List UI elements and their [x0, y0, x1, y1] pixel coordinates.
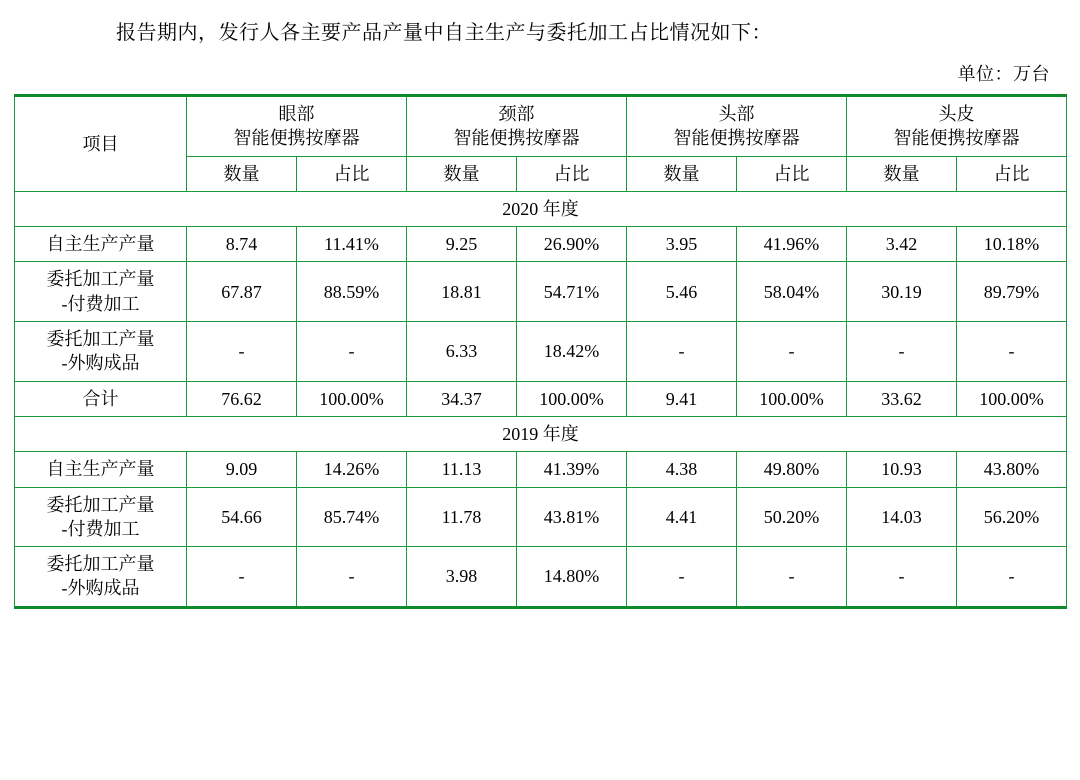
header-sub-eye-qty: 数量	[187, 156, 297, 191]
header-sub-neck-qty: 数量	[407, 156, 517, 191]
header-group-head	[627, 96, 847, 157]
cell-value: -	[187, 547, 297, 608]
intro-paragraph: 报告期内，发行人各主要产品产量中自主生产与委托加工占比情况如下：	[116, 22, 772, 44]
cell-value: -	[187, 322, 297, 382]
header-group-scalp-line1: 头皮	[938, 104, 975, 124]
cell-value: 100.00%	[957, 381, 1067, 416]
header-sub-eye-pct: 占比	[297, 156, 407, 191]
cell-value: 43.81%	[517, 487, 627, 547]
cell-value: 76.62	[187, 381, 297, 416]
header-group-head-line1: 头部	[718, 104, 755, 124]
cell-value: 43.80%	[957, 452, 1067, 487]
cell-value: 33.62	[847, 381, 957, 416]
cell-value: 3.98	[407, 547, 517, 608]
cell-value: -	[627, 547, 737, 608]
row-label-line2: -付费加工	[61, 293, 140, 314]
header-group-neck-line1: 颈部	[498, 104, 535, 124]
cell-value: 9.41	[627, 381, 737, 416]
cell-value: 9.25	[407, 227, 517, 262]
header-sub-scalp-pct: 占比	[957, 156, 1067, 191]
cell-value: 14.26%	[297, 452, 407, 487]
cell-value: -	[847, 322, 957, 382]
row-label-line2: -外购成品	[61, 353, 140, 374]
header-group-eye-line2: 智能便携按摩器	[233, 128, 360, 149]
cell-value: -	[627, 322, 737, 382]
cell-value: 85.74%	[297, 487, 407, 547]
cell-value: 41.96%	[737, 227, 847, 262]
row-label	[15, 262, 187, 322]
row-label-line1: 委托加工产量	[46, 329, 155, 350]
section-year-row	[15, 416, 1067, 451]
header-sub-scalp-qty: 数量	[847, 156, 957, 191]
cell-value: -	[737, 547, 847, 608]
cell-value: -	[957, 547, 1067, 608]
cell-value: 3.95	[627, 227, 737, 262]
cell-value: 14.80%	[517, 547, 627, 608]
cell-value: 6.33	[407, 322, 517, 382]
header-group-eye-line1: 眼部	[278, 104, 315, 124]
cell-value: 4.41	[627, 487, 737, 547]
cell-value: 34.37	[407, 381, 517, 416]
header-group-neck	[407, 96, 627, 157]
production-table	[14, 94, 1067, 609]
cell-value: 89.79%	[957, 262, 1067, 322]
table-row	[15, 262, 1067, 322]
row-label-line2: -付费加工	[61, 518, 140, 539]
table-row	[15, 322, 1067, 382]
cell-value: 11.13	[407, 452, 517, 487]
unit-label: 单位：万台	[957, 64, 1050, 84]
cell-value: -	[737, 322, 847, 382]
cell-value: 50.20%	[737, 487, 847, 547]
cell-value: 8.74	[187, 227, 297, 262]
cell-value: 54.66	[187, 487, 297, 547]
year-label-2020: 2020 年度	[15, 191, 1067, 226]
table-row	[15, 452, 1067, 487]
table-row	[15, 227, 1067, 262]
section-year-row	[15, 191, 1067, 226]
cell-value: 10.93	[847, 452, 957, 487]
header-group-neck-line2: 智能便携按摩器	[453, 128, 580, 149]
cell-value: 11.41%	[297, 227, 407, 262]
cell-value: 58.04%	[737, 262, 847, 322]
cell-value: 49.80%	[737, 452, 847, 487]
cell-value: 14.03	[847, 487, 957, 547]
cell-value: 100.00%	[517, 381, 627, 416]
cell-value: 18.42%	[517, 322, 627, 382]
year-label-2019: 2019 年度	[15, 416, 1067, 451]
row-label-line1: 委托加工产量	[46, 269, 155, 290]
header-item: 项目	[15, 96, 187, 192]
row-label	[15, 322, 187, 382]
row-label	[15, 487, 187, 547]
cell-value: 100.00%	[737, 381, 847, 416]
cell-value: 11.78	[407, 487, 517, 547]
cell-value: 30.19	[847, 262, 957, 322]
cell-value: 88.59%	[297, 262, 407, 322]
cell-value: 26.90%	[517, 227, 627, 262]
cell-value: 10.18%	[957, 227, 1067, 262]
cell-value: 18.81	[407, 262, 517, 322]
table-row	[15, 381, 1067, 416]
header-group-head-line2: 智能便携按摩器	[673, 128, 800, 149]
header-sub-head-qty: 数量	[627, 156, 737, 191]
cell-value: -	[957, 322, 1067, 382]
table-row	[15, 487, 1067, 547]
header-group-eye	[187, 96, 407, 157]
cell-value: 54.71%	[517, 262, 627, 322]
cell-value: 41.39%	[517, 452, 627, 487]
table-header-groups	[15, 96, 1067, 157]
cell-value: 4.38	[627, 452, 737, 487]
cell-value: 9.09	[187, 452, 297, 487]
cell-value: 100.00%	[297, 381, 407, 416]
header-sub-neck-pct: 占比	[517, 156, 627, 191]
row-label	[15, 547, 187, 608]
row-label: 自主生产产量	[15, 227, 187, 262]
cell-value: 5.46	[627, 262, 737, 322]
table-row	[15, 547, 1067, 608]
cell-value: -	[847, 547, 957, 608]
row-label-line1: 委托加工产量	[46, 554, 155, 575]
header-group-scalp	[847, 96, 1067, 157]
header-sub-head-pct: 占比	[737, 156, 847, 191]
cell-value: 67.87	[187, 262, 297, 322]
row-label-line1: 委托加工产量	[46, 494, 155, 515]
row-label: 自主生产产量	[15, 452, 187, 487]
row-label-line2: -外购成品	[61, 578, 140, 599]
header-group-scalp-line2: 智能便携按摩器	[893, 128, 1020, 149]
cell-value: -	[297, 322, 407, 382]
cell-value: -	[297, 547, 407, 608]
cell-value: 56.20%	[957, 487, 1067, 547]
row-label: 合计	[15, 381, 187, 416]
cell-value: 3.42	[847, 227, 957, 262]
